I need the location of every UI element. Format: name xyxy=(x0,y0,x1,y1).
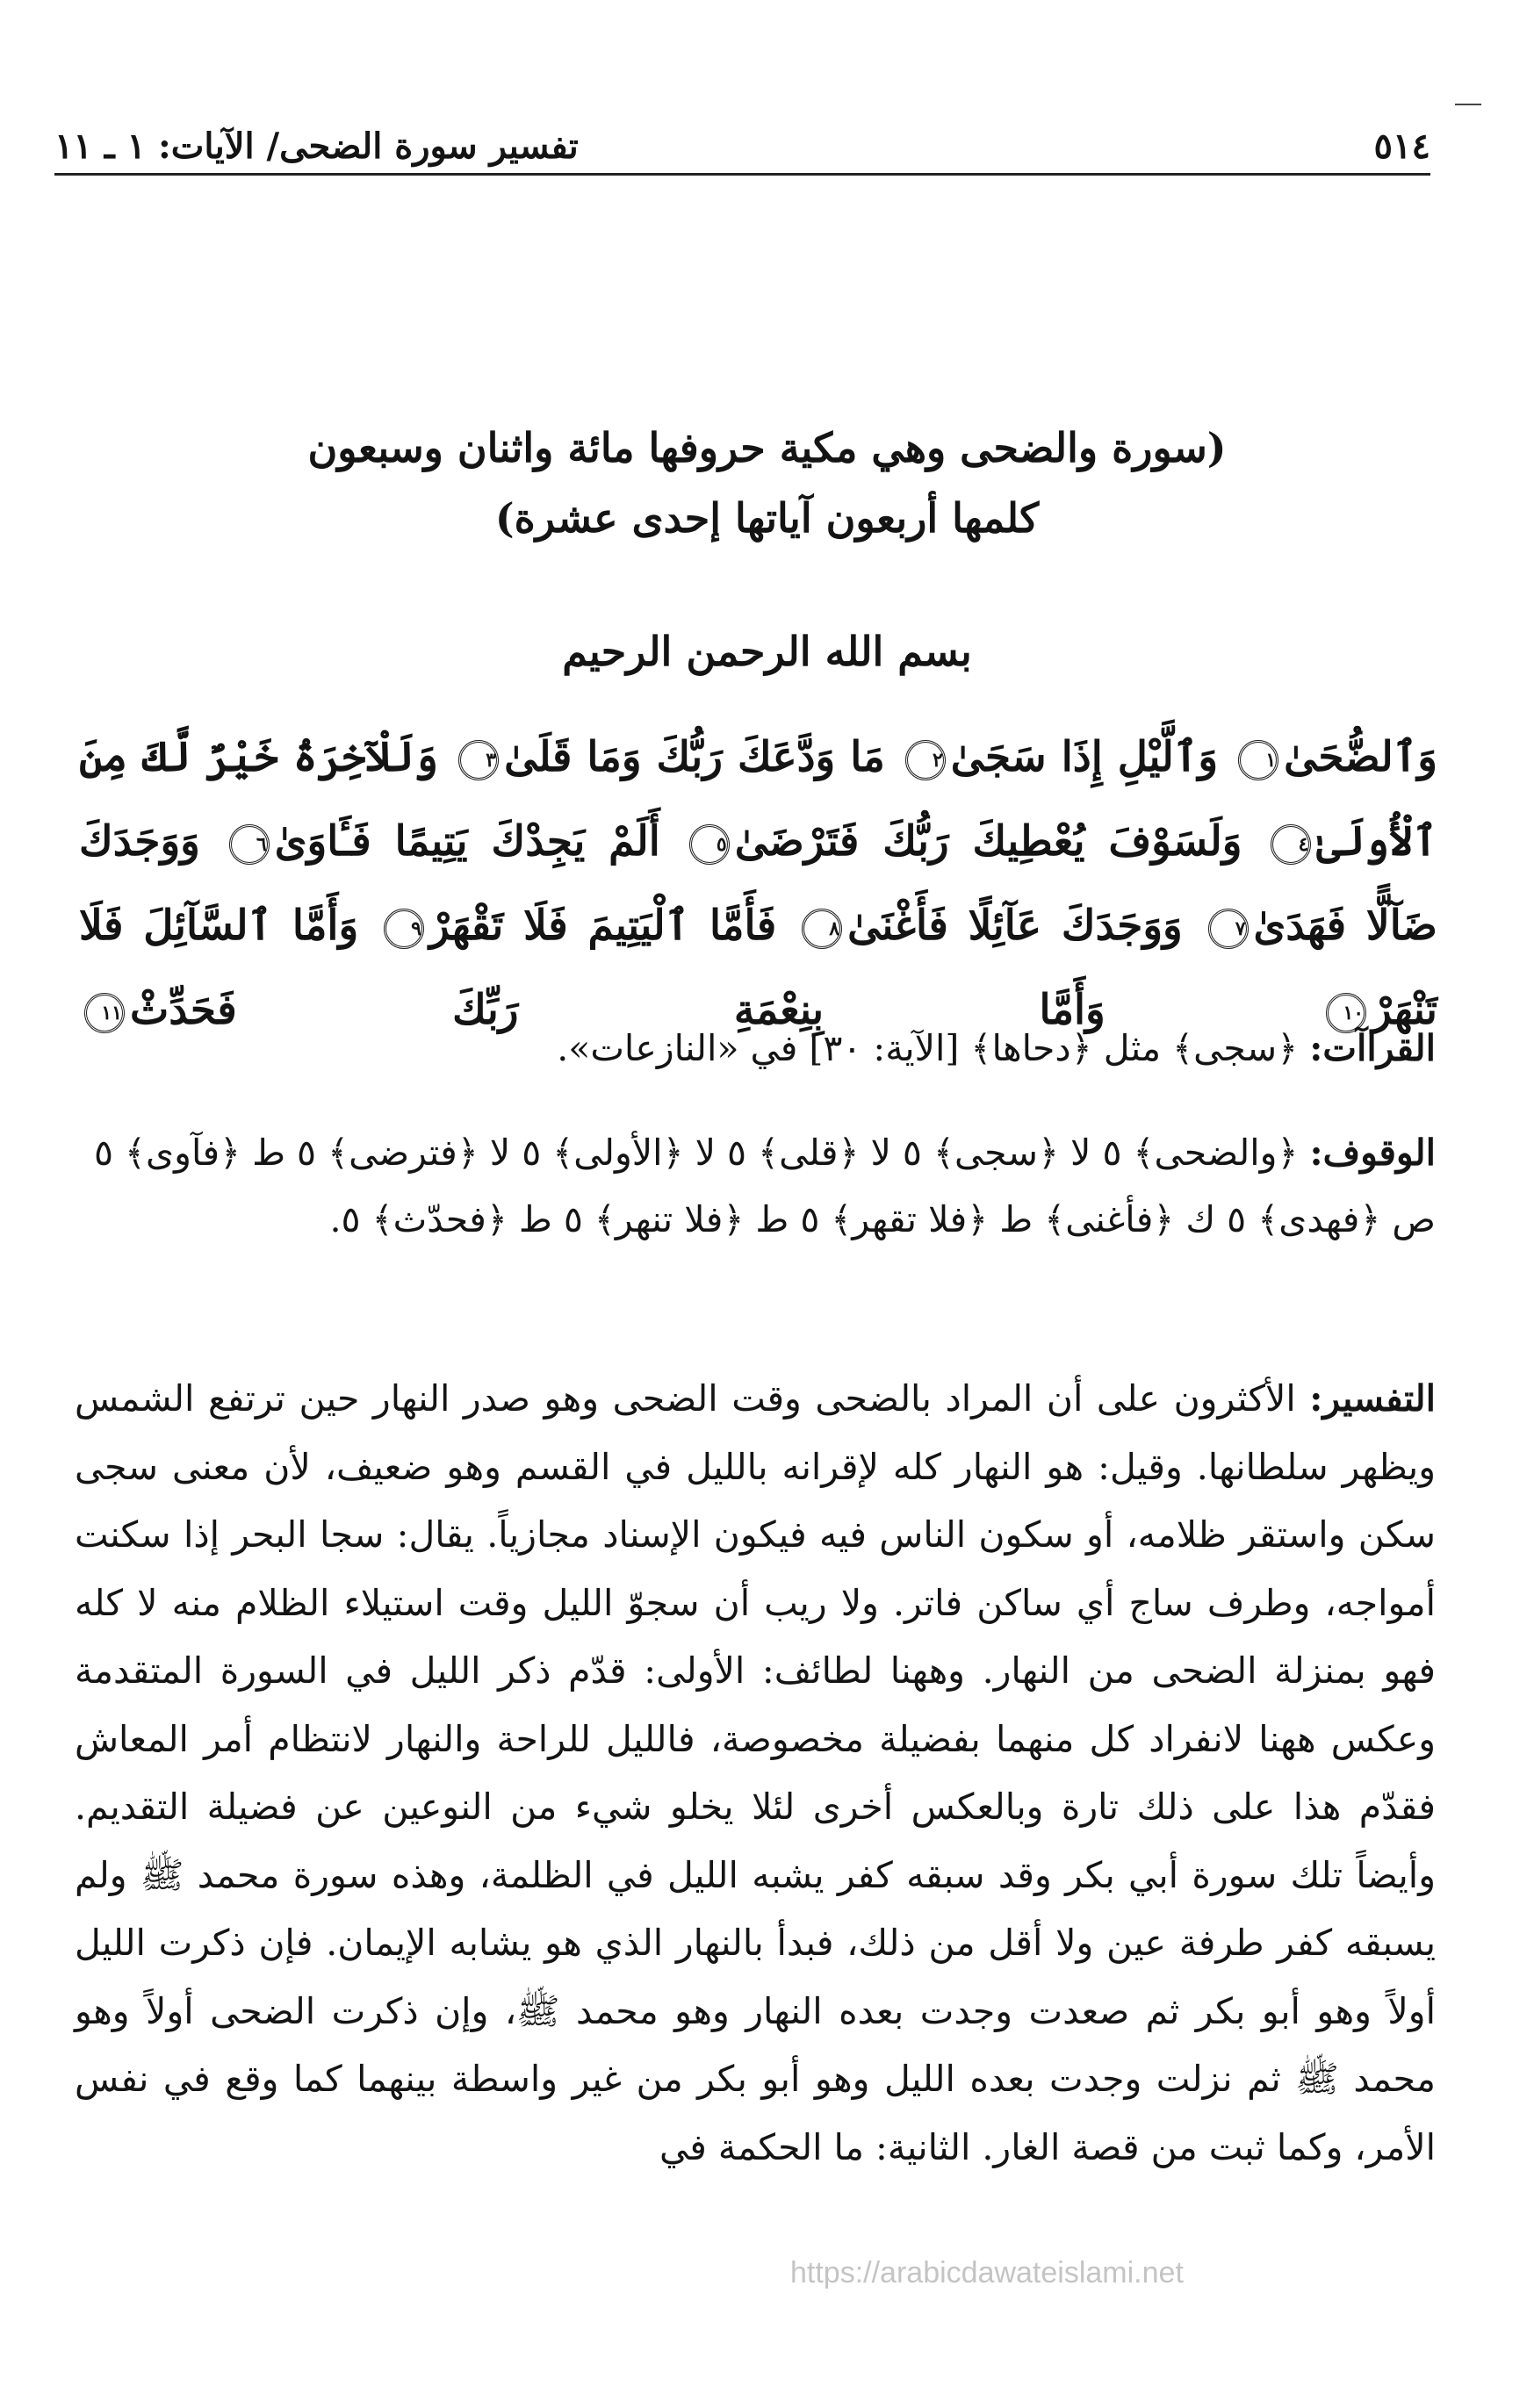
waqf-label: الوقوف: xyxy=(1309,1132,1436,1174)
verse-text: وَوَجَدَكَ ضَآلًّا فَهَدَىٰ xyxy=(79,817,1437,950)
verse-text: وَٱلَّيْلِ إِذَا سَجَىٰ xyxy=(950,733,1219,781)
tafsir-section xyxy=(75,1365,1436,2182)
ayah-number-marker: ٧ xyxy=(1208,909,1249,949)
verse-text: أَلَمْ يَجِدْكَ يَتِيمًا فَـَٔاوَىٰ xyxy=(274,817,660,866)
page-header xyxy=(54,119,1430,176)
scan-mark xyxy=(1455,104,1481,105)
running-title: تفسير سورة الضحى/ الآيات: ١ ـ ١١ xyxy=(54,125,579,167)
ayah-number-marker: ١ xyxy=(1238,740,1278,780)
verse-text: وَوَجَدَكَ عَآئِلًا فَأَغْنَىٰ xyxy=(847,902,1183,950)
basmala: بسم الله الرحمن الرحيم xyxy=(562,628,972,675)
readings-label: القراآت: xyxy=(1309,1027,1436,1069)
ayah-number-marker: ٦ xyxy=(229,824,270,865)
readings-text: ﴿سجى﴾ مثل ﴿دحاها﴾ [الآية: ٣٠] في «النازعات». xyxy=(557,1027,1299,1069)
ayah-number-marker: ٢ xyxy=(905,740,946,780)
verse-text: وَأَمَّا بِنِعْمَةِ رَبِّكَ فَحَدِّثْ xyxy=(130,986,1105,1034)
ayah-number-marker: ١٠ xyxy=(1326,993,1366,1033)
ayah-number-marker: ٤ xyxy=(1271,824,1311,865)
waqf-text: ﴿والضحى﴾ ٥ لا ﴿سجى﴾ ٥ لا ﴿قلى﴾ ٥ لا ﴿الأولى﴾ ٥ لا ﴿فترضى﴾ ٥ ط ﴿فآوى﴾ ٥ ص ﴿فهدى﴾ ٥ ك ﴿فأغنى﴾ ط ﴿فلا تقهر﴾ ٥ ط ﴿فلا تنهر﴾ ٥ ط ﴿فحدّث﴾ ٥. xyxy=(93,1132,1436,1240)
page-number: ٥١٤ xyxy=(1373,125,1430,167)
surah-intro-line-1: (سورة والضحى وهي مكية حروفها مائة واثنان وسبعون xyxy=(307,424,1227,471)
ayah-number-marker: ٣ xyxy=(458,740,499,780)
verse-text: مَا وَدَّعَكَ رَبُّكَ وَمَا قَلَىٰ xyxy=(504,733,885,781)
waqf-section xyxy=(75,1119,1436,1253)
ayah-number-marker: ٨ xyxy=(802,909,842,949)
verse-text: وَأَمَّا ٱلسَّآئِلَ فَلَا تَنْهَرْ xyxy=(79,902,1437,1034)
ayah-number-marker: ٩ xyxy=(384,909,424,949)
verse-text: وَٱلضُّحَىٰ xyxy=(1284,733,1437,781)
ayah-number-marker: ١١ xyxy=(84,993,125,1033)
verse-text: فَأَمَّا ٱلْيَتِيمَ فَلَا تَقْهَرْ xyxy=(429,902,777,950)
ayah-number-marker: ٥ xyxy=(689,824,730,865)
quran-verses xyxy=(79,715,1437,1053)
tafsir-text: الأكثرون على أن المراد بالضحى وقت الضحى وهو صدر النهار حين ترتفع الشمس ويظهر سلطانها. وقيل: هو النهار كله لإقرانه بالليل في القسم وهو ضعيف، لأن معنى سجى سكن واستقر ظلامه، أو سكون الناس فيه فيكون الإسناد مجازياً. يقال: سجا البحر إذا سكنت أمواجه، وطرف ساج أي ساكن فاتر. ولا ريب أن سجوّ الليل وقت استيلاء الظلام منه لا كله فهو بمنزلة الضحى من النهار. وههنا لطائف: الأولى: قدّم ذكر الليل في السورة المتقدمة وعكس ههنا لانفراد كل منهما بفضيلة مخصوصة، فالليل للراحة والنهار لانتظام أمر المعاش فقدّم هذا على ذلك تارة وبالعكس أخرى لئلا يخلو شيء من النوعين عن فضيلة التقديم. وأيضاً تلك سورة أبي بكر وقد سبقه كفر يشبه الليل في الظلمة، وهذه سورة محمد ﷺ ولم يسبقه كفر طرفة عين ولا أقل من ذلك، فبدأ بالنهار الذي هو يشابه الإيمان. فإن ذكرت الليل أولاً وهو أبو بكر ثم صعدت وجدت بعده النهار وهو محمد ﷺ، وإن ذكرت الضحى أولاً وهو محمد ﷺ ثم نزلت وجدت بعده الليل وهو أبو بكر من غير واسطة بينهما كما وقع في نفس الأمر، وكما ثبت من قصة الغار. الثانية: ما الحكمة في xyxy=(75,1377,1436,2168)
surah-intro-line-2: كلمها أربعون آياتها إحدى عشرة) xyxy=(494,494,1040,542)
verse-text: وَلَلْآخِرَةُ خَيْرٌ لَّكَ مِنَ ٱلْأُولَىٰ xyxy=(79,733,1437,866)
tafsir-label: التفسير: xyxy=(1309,1377,1436,1420)
verse-text: وَلَسَوْفَ يُعْطِيكَ رَبُّكَ فَتَرْضَىٰ xyxy=(734,817,1242,866)
readings-section xyxy=(75,1027,1436,1069)
surah-introduction xyxy=(158,413,1376,553)
watermark-url: https://arabicdawateislami.net xyxy=(790,2256,1184,2289)
